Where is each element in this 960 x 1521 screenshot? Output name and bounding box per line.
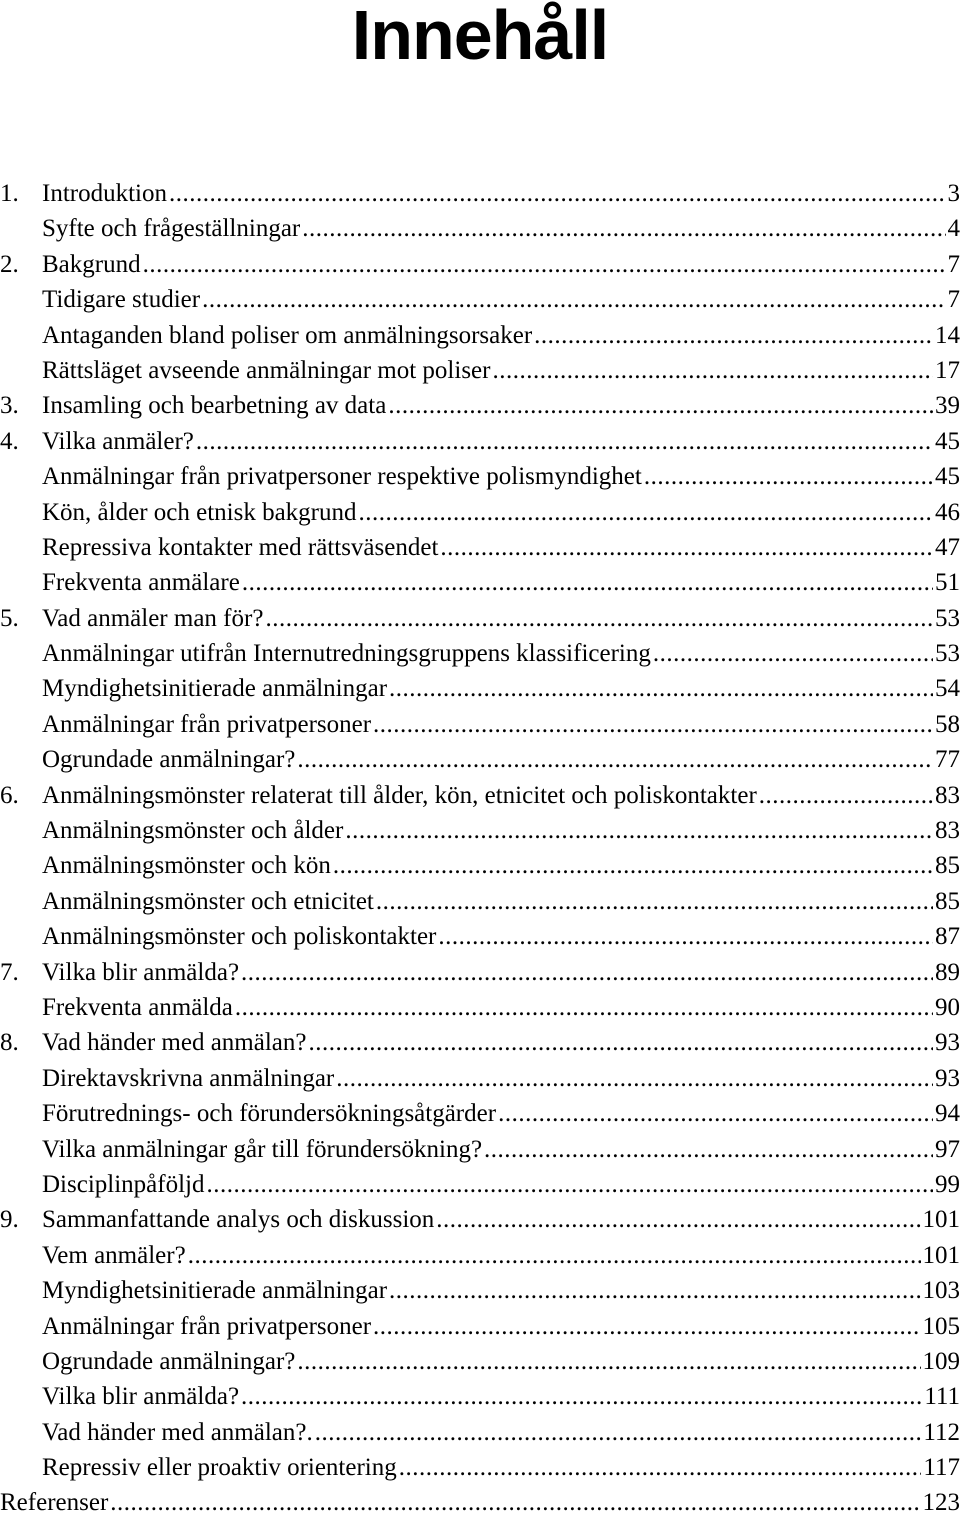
toc-entry-title: Ogrundade anmälningar? <box>42 1344 295 1379</box>
toc-entry[interactable] <box>0 459 960 494</box>
toc-entry-page: 53 <box>935 601 960 636</box>
toc-entry-title: Bakgrund <box>42 247 141 282</box>
toc-entry-number: 7. <box>0 955 42 990</box>
toc-dot-leader <box>297 742 933 777</box>
toc-dot-leader <box>241 1379 922 1414</box>
toc-entry[interactable] <box>0 495 960 530</box>
toc-entry-title: Anmälningar från privatpersoner <box>42 1309 371 1344</box>
toc-entry-page: 4 <box>948 211 960 246</box>
toc-entry-page: 83 <box>935 778 960 813</box>
toc-dot-leader <box>440 530 933 565</box>
toc-dot-leader <box>438 919 933 954</box>
toc-entry-page: 7 <box>948 282 960 317</box>
toc-dot-leader <box>345 813 933 848</box>
toc-entry-page: 53 <box>935 636 960 671</box>
toc-dot-leader <box>188 1238 921 1273</box>
toc-dot-leader <box>265 601 933 636</box>
toc-entry[interactable] <box>0 1485 960 1520</box>
toc-dot-leader <box>492 353 933 388</box>
toc-entry-page: 123 <box>923 1485 960 1520</box>
toc-entry[interactable] <box>0 1379 960 1414</box>
toc-entry-title: Vilka anmälningar går till förundersökning? <box>42 1132 482 1167</box>
toc-entry[interactable] <box>0 247 960 282</box>
toc-entry-page: 105 <box>923 1309 960 1344</box>
toc-entry[interactable] <box>0 919 960 954</box>
toc-entry-title: Myndighetsinitierade anmälningar <box>42 671 387 706</box>
toc-dot-leader <box>241 955 933 990</box>
toc-entry-title: Anmälningsmönster och etnicitet <box>42 884 374 919</box>
toc-entry-title: Repressiva kontakter med rättsväsendet <box>42 530 438 565</box>
toc-dot-leader <box>389 1273 920 1308</box>
toc-entry-number: 8. <box>0 1025 42 1060</box>
toc-entry[interactable] <box>0 1273 960 1308</box>
toc-entry[interactable] <box>0 424 960 459</box>
toc-entry-title: Vilka anmäler? <box>42 424 194 459</box>
toc-entry[interactable] <box>0 1025 960 1060</box>
toc-entry-number: 9. <box>0 1202 42 1237</box>
toc-dot-leader <box>644 459 933 494</box>
toc-entry-page: 17 <box>935 353 960 388</box>
toc-entry-page: 45 <box>935 459 960 494</box>
toc-entry-page: 7 <box>948 247 960 282</box>
toc-entry-title: Anmälningsmönster och poliskontakter <box>42 919 436 954</box>
toc-entry[interactable] <box>0 353 960 388</box>
toc-dot-leader <box>315 1415 922 1450</box>
toc-entry[interactable] <box>0 1132 960 1167</box>
toc-entry[interactable] <box>0 813 960 848</box>
toc-entry-page: 87 <box>935 919 960 954</box>
toc-entry-title: Vad händer med anmälan? <box>42 1025 306 1060</box>
toc-entry-number: 2. <box>0 247 42 282</box>
toc-entry-page: 85 <box>935 848 960 883</box>
toc-entry-title: Anmälningsmönster och kön <box>42 848 331 883</box>
toc-entry[interactable] <box>0 707 960 742</box>
toc-dot-leader <box>359 495 933 530</box>
toc-entry[interactable] <box>0 211 960 246</box>
toc-entry[interactable] <box>0 1450 960 1485</box>
toc-entry[interactable] <box>0 1167 960 1202</box>
toc-dot-leader <box>436 1202 920 1237</box>
toc-dot-leader <box>302 211 945 246</box>
toc-entry-title: Vad händer med anmälan?. <box>42 1415 313 1450</box>
toc-dot-leader <box>376 884 933 919</box>
toc-entry[interactable] <box>0 1238 960 1273</box>
toc-entry-title: Antaganden bland poliser om anmälningsorsaker <box>42 318 532 353</box>
toc-entry[interactable] <box>0 990 960 1025</box>
toc-entry[interactable] <box>0 530 960 565</box>
page-title: Innehåll <box>0 0 960 70</box>
toc-dot-leader <box>653 636 933 671</box>
toc-entry[interactable] <box>0 884 960 919</box>
toc-entry[interactable] <box>0 565 960 600</box>
toc-dot-leader <box>484 1132 933 1167</box>
toc-entry-number: 5. <box>0 601 42 636</box>
toc-entry[interactable] <box>0 318 960 353</box>
toc-entry-number: 6. <box>0 778 42 813</box>
toc-entry-title: Frekventa anmälda <box>42 990 233 1025</box>
table-of-contents <box>0 176 960 1521</box>
toc-entry-page: 117 <box>923 1450 960 1485</box>
toc-dot-leader <box>389 671 933 706</box>
toc-entry-page: 89 <box>935 955 960 990</box>
toc-entry-page: 111 <box>924 1379 960 1414</box>
toc-entry-page: 94 <box>935 1096 960 1131</box>
toc-entry-title: Anmälningsmönster relaterat till ålder, kön, etnicitet och poliskontakter <box>42 778 757 813</box>
toc-dot-leader <box>373 1309 920 1344</box>
toc-dot-leader <box>388 388 933 423</box>
toc-entry-page: 93 <box>935 1025 960 1060</box>
toc-entry-title: Förutrednings- och förundersökningsåtgärder <box>42 1096 496 1131</box>
toc-entry-page: 93 <box>935 1061 960 1096</box>
toc-entry[interactable] <box>0 1061 960 1096</box>
toc-entry-page: 85 <box>935 884 960 919</box>
toc-entry-title: Rättsläget avseende anmälningar mot poliser <box>42 353 490 388</box>
toc-entry-title: Frekventa anmälare <box>42 565 240 600</box>
toc-entry-page: 45 <box>935 424 960 459</box>
toc-entry-number: 4. <box>0 424 42 459</box>
toc-entry-title: Disciplinpåföljd <box>42 1167 204 1202</box>
toc-entry[interactable] <box>0 671 960 706</box>
toc-dot-leader <box>110 1485 920 1520</box>
toc-entry[interactable] <box>0 848 960 883</box>
toc-entry-title: Direktavskrivna anmälningar <box>42 1061 334 1096</box>
toc-entry-page: 97 <box>935 1132 960 1167</box>
toc-dot-leader <box>196 424 933 459</box>
toc-entry-title: Introduktion <box>42 176 167 211</box>
toc-entry[interactable] <box>0 601 960 636</box>
toc-entry[interactable] <box>0 1344 960 1379</box>
toc-entry-page: 58 <box>935 707 960 742</box>
toc-entry-page: 103 <box>923 1273 960 1308</box>
toc-dot-leader <box>399 1450 922 1485</box>
toc-entry-page: 3 <box>948 176 960 211</box>
toc-entry-page: 83 <box>935 813 960 848</box>
toc-entry[interactable] <box>0 742 960 777</box>
toc-entry-page: 109 <box>923 1344 960 1379</box>
toc-entry-title: Vilka blir anmälda? <box>42 1379 239 1414</box>
toc-entry-title: Ogrundade anmälningar? <box>42 742 295 777</box>
toc-entry-page: 101 <box>923 1202 960 1237</box>
toc-entry[interactable] <box>0 1309 960 1344</box>
toc-entry-title: Kön, ålder och etnisk bakgrund <box>42 495 357 530</box>
toc-dot-leader <box>202 282 945 317</box>
toc-dot-leader <box>143 247 946 282</box>
toc-dot-leader <box>759 778 933 813</box>
toc-dot-leader <box>534 318 933 353</box>
toc-dot-leader <box>498 1096 933 1131</box>
toc-entry-title: Sammanfattande analys och diskussion <box>42 1202 434 1237</box>
toc-dot-leader <box>206 1167 933 1202</box>
toc-entry-page: 54 <box>935 671 960 706</box>
toc-entry-page: 99 <box>935 1167 960 1202</box>
toc-entry-title: Anmälningar från privatpersoner respektive polismyndighet <box>42 459 642 494</box>
toc-dot-leader <box>308 1025 933 1060</box>
toc-entry-title: Referenser <box>0 1485 108 1520</box>
toc-entry-number: 1. <box>0 176 42 211</box>
toc-entry-page: 14 <box>935 318 960 353</box>
toc-entry-title: Syfte och frågeställningar <box>42 211 300 246</box>
toc-entry-title: Repressiv eller proaktiv orientering <box>42 1450 397 1485</box>
toc-entry[interactable] <box>0 1096 960 1131</box>
toc-dot-leader <box>169 176 946 211</box>
toc-entry-title: Insamling och bearbetning av data <box>42 388 386 423</box>
toc-entry-title: Anmälningar utifrån Internutredningsgruppens klassificering <box>42 636 651 671</box>
toc-entry[interactable] <box>0 176 960 211</box>
toc-dot-leader <box>235 990 933 1025</box>
toc-entry-title: Vilka blir anmälda? <box>42 955 239 990</box>
toc-dot-leader <box>333 848 933 883</box>
toc-dot-leader <box>242 565 933 600</box>
toc-entry-page: 46 <box>935 495 960 530</box>
toc-entry[interactable] <box>0 636 960 671</box>
toc-entry-title: Tidigare studier <box>42 282 200 317</box>
toc-entry[interactable] <box>0 388 960 423</box>
toc-entry-title: Vem anmäler? <box>42 1238 186 1273</box>
toc-entry-page: 77 <box>935 742 960 777</box>
toc-entry-page: 101 <box>923 1238 960 1273</box>
toc-entry-title: Myndighetsinitierade anmälningar <box>42 1273 387 1308</box>
toc-entry-page: 90 <box>935 990 960 1025</box>
toc-entry-title: Anmälningsmönster och ålder <box>42 813 343 848</box>
toc-dot-leader <box>297 1344 920 1379</box>
toc-dot-leader <box>336 1061 933 1096</box>
toc-entry-page: 112 <box>923 1415 960 1450</box>
toc-entry-page: 39 <box>935 388 960 423</box>
toc-entry[interactable] <box>0 778 960 813</box>
toc-entry[interactable] <box>0 1202 960 1237</box>
toc-entry-title: Vad anmäler man för? <box>42 601 263 636</box>
toc-entry-number: 3. <box>0 388 42 423</box>
toc-entry[interactable] <box>0 1415 960 1450</box>
toc-entry[interactable] <box>0 282 960 317</box>
toc-entry-page: 51 <box>935 565 960 600</box>
toc-entry[interactable] <box>0 955 960 990</box>
toc-dot-leader <box>373 707 933 742</box>
toc-entry-page: 47 <box>935 530 960 565</box>
toc-entry-title: Anmälningar från privatpersoner <box>42 707 371 742</box>
